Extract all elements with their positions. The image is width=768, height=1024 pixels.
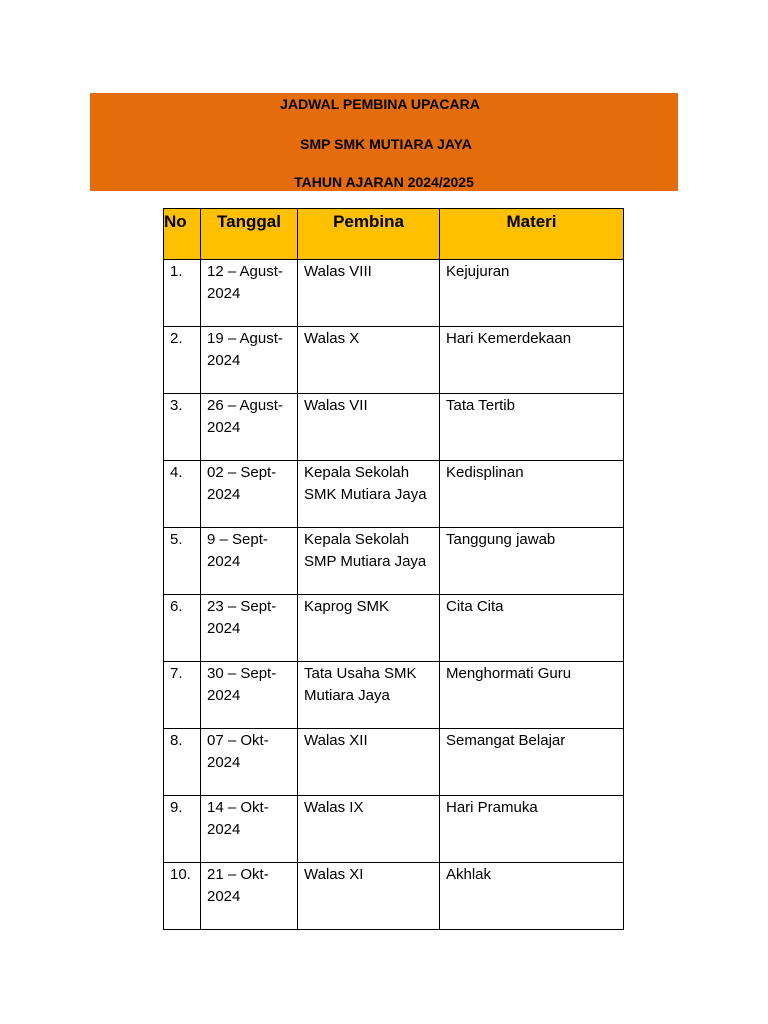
academic-year: TAHUN AJARAN 2024/2025 [294, 174, 474, 190]
cell-no: 2. [164, 327, 201, 394]
cell-materi: Menghormati Guru [440, 662, 624, 729]
header-band [90, 93, 678, 191]
cell-pembina: Walas VIII [298, 260, 440, 327]
cell-pembina: Kepala Sekolah SMK Mutiara Jaya [298, 461, 440, 528]
table-row [164, 528, 624, 595]
cell-no: 7. [164, 662, 201, 729]
table-row [164, 260, 624, 327]
document-title: JADWAL PEMBINA UPACARA [280, 96, 480, 112]
cell-no: 8. [164, 729, 201, 796]
cell-tanggal: 12 – Agust-2024 [201, 260, 298, 327]
cell-no: 5. [164, 528, 201, 595]
cell-pembina: Kaprog SMK [298, 595, 440, 662]
cell-tanggal: 26 – Agust-2024 [201, 394, 298, 461]
cell-pembina: Kepala Sekolah SMP Mutiara Jaya [298, 528, 440, 595]
cell-materi: Kedisplinan [440, 461, 624, 528]
column-header-materi: Materi [440, 209, 624, 260]
cell-pembina: Walas X [298, 327, 440, 394]
cell-materi: Semangat Belajar [440, 729, 624, 796]
table-row [164, 461, 624, 528]
cell-tanggal: 14 – Okt-2024 [201, 796, 298, 863]
cell-tanggal: 19 – Agust-2024 [201, 327, 298, 394]
cell-materi: Kejujuran [440, 260, 624, 327]
table-row [164, 595, 624, 662]
column-header-no: No [164, 209, 201, 260]
cell-no: 3. [164, 394, 201, 461]
cell-materi: Hari Pramuka [440, 796, 624, 863]
cell-materi: Tata Tertib [440, 394, 624, 461]
school-name: SMP SMK MUTIARA JAYA [300, 136, 472, 152]
cell-materi: Tanggung jawab [440, 528, 624, 595]
table-row [164, 662, 624, 729]
schedule-table [163, 208, 624, 930]
cell-no: 1. [164, 260, 201, 327]
cell-tanggal: 30 – Sept-2024 [201, 662, 298, 729]
table-row [164, 729, 624, 796]
cell-materi: Hari Kemerdekaan [440, 327, 624, 394]
table-row [164, 327, 624, 394]
table-row [164, 394, 624, 461]
cell-tanggal: 07 – Okt-2024 [201, 729, 298, 796]
cell-tanggal: 23 – Sept-2024 [201, 595, 298, 662]
cell-pembina: Walas IX [298, 796, 440, 863]
column-header-pembina: Pembina [298, 209, 440, 260]
cell-pembina: Tata Usaha SMK Mutiara Jaya [298, 662, 440, 729]
column-header-tanggal: Tanggal [201, 209, 298, 260]
cell-pembina: Walas XI [298, 863, 440, 930]
cell-no: 6. [164, 595, 201, 662]
cell-tanggal: 21 – Okt-2024 [201, 863, 298, 930]
cell-pembina: Walas VII [298, 394, 440, 461]
cell-no: 4. [164, 461, 201, 528]
cell-materi: Cita Cita [440, 595, 624, 662]
table-row [164, 863, 624, 930]
cell-tanggal: 9 – Sept-2024 [201, 528, 298, 595]
cell-pembina: Walas XII [298, 729, 440, 796]
table-header-row [164, 209, 624, 260]
table-row [164, 796, 624, 863]
cell-tanggal: 02 – Sept-2024 [201, 461, 298, 528]
cell-no: 10. [164, 863, 201, 930]
cell-no: 9. [164, 796, 201, 863]
cell-materi: Akhlak [440, 863, 624, 930]
